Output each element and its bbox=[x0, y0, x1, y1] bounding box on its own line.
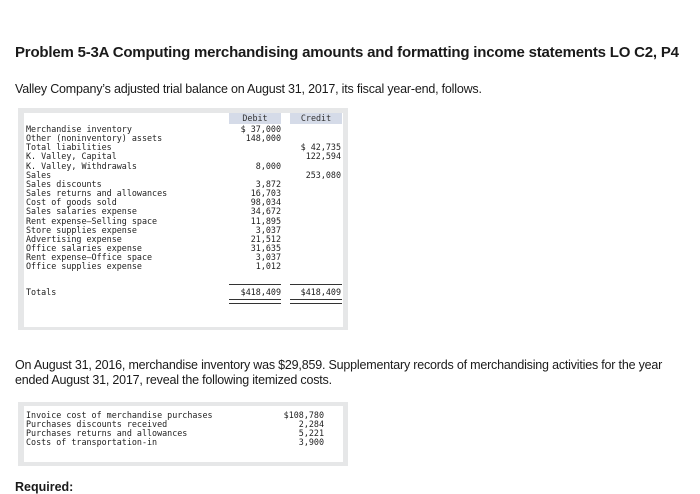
account-name: K. Valley, Withdrawals bbox=[26, 160, 137, 171]
debit-double-rule bbox=[229, 299, 281, 304]
trial-balance-table bbox=[24, 113, 343, 327]
debit-amount: 148,000 bbox=[245, 133, 281, 144]
debit-amount: 8,000 bbox=[255, 160, 281, 171]
debit-amounts bbox=[219, 125, 281, 272]
account-name: Rent expense—Selling space bbox=[26, 215, 158, 226]
problem-title: Problem 5-3A Computing merchandising amounts and formatting income statements LO C2, P4 bbox=[15, 44, 679, 61]
trial-balance-panel bbox=[18, 108, 348, 330]
account-name: Rent expense—Office space bbox=[26, 252, 153, 263]
credit-double-rule bbox=[290, 299, 342, 304]
debit-amount: 98,034 bbox=[250, 197, 281, 208]
credit-amount: $ 42,735 bbox=[300, 142, 341, 153]
credit-amount bbox=[283, 262, 341, 271]
total-debit: $418,409 bbox=[240, 287, 281, 297]
credit-amount bbox=[283, 253, 341, 262]
account-name: Store supplies expense bbox=[26, 224, 137, 235]
credit-amount bbox=[283, 207, 341, 216]
debit-amount: 34,672 bbox=[250, 206, 281, 217]
credit-amount bbox=[283, 189, 341, 198]
credit-amount bbox=[283, 244, 341, 253]
cost-item-name: Costs of transportation-in bbox=[26, 437, 158, 448]
problem-intro: Valley Company’s adjusted trial balance on August 31, 2017, its fiscal year-end, follows. bbox=[15, 82, 482, 96]
cost-item-amount: 3,900 bbox=[298, 437, 324, 448]
account-name: Sales bbox=[26, 169, 52, 180]
debit-amount: 11,895 bbox=[250, 215, 281, 226]
account-name: Cost of goods sold bbox=[26, 197, 117, 208]
credit-amount bbox=[283, 125, 341, 134]
supplementary-panel bbox=[18, 402, 348, 466]
debit-total-rule bbox=[229, 284, 281, 285]
debit-amount: 3,872 bbox=[255, 178, 281, 189]
credit-amounts bbox=[283, 125, 341, 272]
debit-column-header: Debit bbox=[229, 113, 281, 124]
account-name: Merchandise inventory bbox=[26, 124, 132, 134]
debit-amount: $ 37,000 bbox=[240, 124, 281, 134]
cost-item-amount: 5,221 bbox=[298, 428, 324, 439]
account-name: Office salaries expense bbox=[26, 243, 142, 254]
cost-item-name: Purchases discounts received bbox=[26, 419, 168, 430]
credit-amount bbox=[283, 217, 341, 226]
cost-item-amounts bbox=[264, 411, 324, 448]
credit-total-rule bbox=[290, 284, 342, 285]
debit-amount: 3,037 bbox=[255, 252, 281, 263]
account-name: Advertising expense bbox=[26, 233, 122, 244]
account-name: Sales salaries expense bbox=[26, 206, 137, 217]
credit-amount bbox=[283, 226, 341, 235]
debit-amount: 1,012 bbox=[255, 261, 281, 272]
credit-column-header: Credit bbox=[290, 113, 342, 124]
totals-label: Totals bbox=[26, 287, 57, 297]
supplementary-text: On August 31, 2016, merchandise inventory was $29,859. Supplementary records of merchandising activities for the year ended August 31, 2017, reveal the following itemized costs. bbox=[15, 358, 663, 387]
cost-item-name: Purchases returns and allowances bbox=[26, 428, 188, 439]
credit-amount: 122,594 bbox=[305, 151, 341, 162]
credit-amount bbox=[283, 235, 341, 244]
required-heading: Required: bbox=[15, 480, 74, 494]
cost-item-amount: $108,780 bbox=[283, 410, 324, 420]
credit-amount bbox=[283, 180, 341, 189]
credit-amount: 253,080 bbox=[305, 169, 341, 180]
account-names bbox=[26, 125, 167, 272]
debit-amount: 3,037 bbox=[255, 224, 281, 235]
account-name: Sales returns and allowances bbox=[26, 188, 168, 199]
account-name: Sales discounts bbox=[26, 178, 102, 189]
cost-item-amount: 2,284 bbox=[298, 419, 324, 430]
debit-amount: 31,635 bbox=[250, 243, 281, 254]
cost-item-names bbox=[26, 411, 213, 448]
credit-amount bbox=[283, 198, 341, 207]
cost-item-name: Invoice cost of merchandise purchases bbox=[26, 410, 213, 420]
account-name: K. Valley, Capital bbox=[26, 151, 117, 162]
debit-amount bbox=[219, 143, 281, 152]
account-name: Total liabilities bbox=[26, 142, 112, 153]
total-credit: $418,409 bbox=[300, 287, 341, 297]
account-name: Other (noninventory) assets bbox=[26, 133, 163, 144]
account-name: Office supplies expense bbox=[26, 261, 142, 272]
supplementary-table bbox=[24, 406, 343, 462]
debit-amount: 16,703 bbox=[250, 188, 281, 199]
debit-amount: 21,512 bbox=[250, 233, 281, 244]
